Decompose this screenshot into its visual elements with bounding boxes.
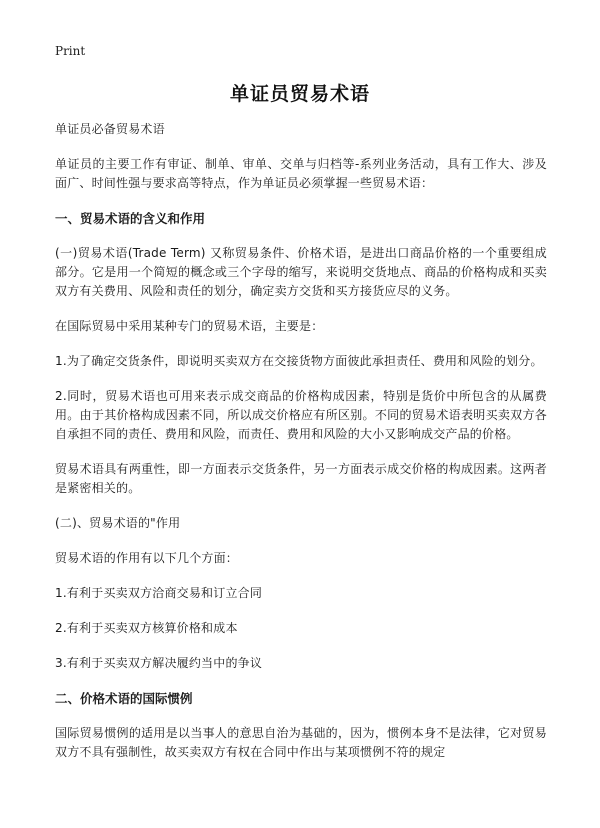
section-1-paragraph-3: 1.为了确定交货条件，即说明买卖双方在交接货物方面彼此承担责任、费用和风险的划分。 [55, 354, 543, 368]
document-title: 单证员贸易术语 [229, 83, 370, 105]
section-1-paragraph-1: (一)贸易术语(Trade Term) 又称贸易条件、价格术语，是进出口商品价格的一个重要组成部分。它是用一个简短的概念或三个字母的缩写，来说明交货地点、商品的价格构成和买卖双方有关费用、风险和责任的划分，确定卖方交货和买方接货应尽的义务。 [55, 246, 547, 298]
section-2-paragraph-1: 国际贸易惯例的适用是以当事人的意思自治为基础的，因为，惯例本身不是法律，它对贸易双方不具有强制性，故买卖双方有权在合同中作出与某项惯例不符的规定 [55, 726, 547, 759]
section-1-paragraph-6: 贸易术语的作用有以下几个方面： [55, 551, 239, 565]
intro-paragraph: 单证员的主要工作有审证、制单、审单、交单与归档等-系列业务活动，具有工作大、涉及面广、时间性强与要求高等特点，作为单证员必须掌握一些贸易术语： [55, 157, 547, 190]
list-item: 3.有利于买卖双方解决履约当中的争议 [55, 656, 263, 670]
section-2-heading: 二、价格术语的国际惯例 [55, 691, 193, 706]
section-1-subheading-2: (二)、贸易术语的"作用 [55, 516, 181, 530]
list-item: 2.有利于买卖双方核算价格和成本 [55, 621, 238, 635]
section-1-paragraph-5: 贸易术语具有两重性，即一方面表示交货条件，另一方面表示成交价格的构成因素。这两者是紧密相关的。 [55, 462, 547, 495]
section-1-paragraph-4: 2.同时，贸易术语也可用来表示成交商品的价格构成因素，特别是货价中所包含的从属费用。由于其价格构成因素不同，所以成交价格应有所区别。不同的贸易术语表明买卖双方各自承担不同的责任、费用和风险，而责任、费用和风险的大小又影响成交产品的价格。 [55, 389, 547, 441]
list-item: 1.有利于买卖双方洽商交易和订立合同 [55, 586, 263, 600]
document-body [55, 120, 547, 778]
print-link[interactable]: Print [55, 44, 86, 58]
intro-heading: 单证员必备贸易术语 [55, 122, 165, 136]
section-1-heading: 一、贸易术语的含义和作用 [55, 211, 206, 226]
section-1-paragraph-2: 在国际贸易中采用某种专门的贸易术语，主要是： [55, 319, 324, 333]
